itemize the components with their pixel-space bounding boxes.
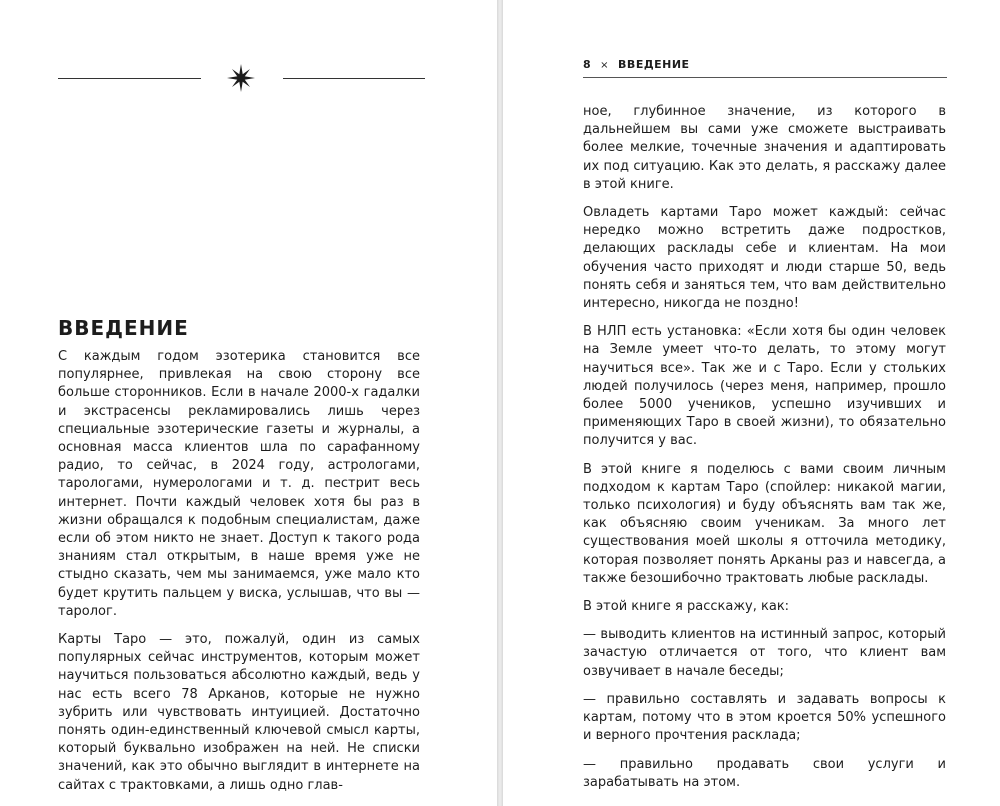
paragraph: С каждым годом эзотерика становится все популярнее, привлекая на свою сторону все больше сторонников. Если в начале 2000-х гадалки и экстрасенсы рекламировались лишь через специальные эзотерические газеты и журналы, а основная масса клиентов шла по сарафанному радио, то сейчас, в 2024 году, астрологами, тарологами, нумерологами и т. д. пестрит весь интернет. Почти каждый человек хотя бы раз в жизни обращался к подобным специалистам, даже если об этом никто не знает. Доступ к такого рода знаниям стал открытым, в наше время уже не стыдно сказать, чем мы занимаемся, уже мало кто будет крутить пальцем у виска, услышав, что вы — таролог. xyxy=(58,349,420,619)
paragraph: Карты Таро — это, пожалуй, один из самых популярных сейчас инструментов, которым может научиться пользоваться абсолютно каждый, ведь у нас есть всего 78 Арканов, которые не нужно зубрить или чувствовать интуицией. Достаточно понять один-единственный ключевой смысл карты, который буквально изображен на ней. Не списки значений, как это обычно выглядит в интернете на сайтах с трактовками, а лишь одно глав- xyxy=(58,632,420,793)
list-item: — правильно продавать свои услуги и зарабатывать на этом. xyxy=(583,756,946,790)
right-page-body xyxy=(583,103,946,802)
paragraph: В НЛП есть установка: «Если хотя бы один человек на Земле умеет что-то делать, то этому могут научиться все». Так же и с Таро. Если у стольких людей получилось (через меня, например, прошло более 5000 учеников, успешно изучивших и применяющих Таро в своей жизни), то обязательно получится у вас. xyxy=(583,324,946,449)
left-page xyxy=(0,0,497,806)
eight-point-star-icon xyxy=(225,62,257,94)
list-item: — выводить клиентов на истинный запрос, который зачастую отличается от того, что клиент вам озвучивает в начале беседы; xyxy=(583,627,946,679)
ornament-line-right xyxy=(283,78,425,79)
running-head-title: ВВЕДЕНИЕ xyxy=(618,58,690,71)
left-page-body xyxy=(58,348,420,805)
running-head xyxy=(583,58,947,78)
paragraph: Овладеть картами Таро может каждый: сейчас нередко можно встретить даже подростков, делающих расклады себе и клиентам. На мои обучения часто приходят и люди старше 50, ведь понять себя и заняться тем, что вам действительно интересно, никогда не поздно! xyxy=(583,205,946,312)
list-item: — правильно составлять и задавать вопросы к картам, потому что в этом кроется 50% успешного и верного прочтения расклада; xyxy=(583,691,946,744)
paragraph: В этой книге я расскажу, как: xyxy=(583,599,790,615)
paragraph: В этой книге я поделюсь с вами своим личным подходом к картам Таро (спойлер: никакой магии, только психология) и буду объяснять вам так же, как объясняю своим ученикам. За много лет существования моей школы я отточила методику, которая позволяет понять Арканы раз и навсегда, а также безошибочно трактовать любые расклады. xyxy=(583,461,946,586)
chapter-title: ВВЕДЕНИЕ xyxy=(58,316,189,340)
page-number: 8 xyxy=(583,58,592,71)
right-page xyxy=(503,0,1000,806)
paragraph: ное, глубинное значение, из которого в дальнейшем вы сами уже сможете выстраивать более мелкие, точечные значения и адаптировать их под ситуацию. Как это делать, я расскажу далее в этой книге. xyxy=(583,104,946,192)
ornament-line-left xyxy=(58,78,201,79)
running-head-separator: × xyxy=(600,60,610,71)
